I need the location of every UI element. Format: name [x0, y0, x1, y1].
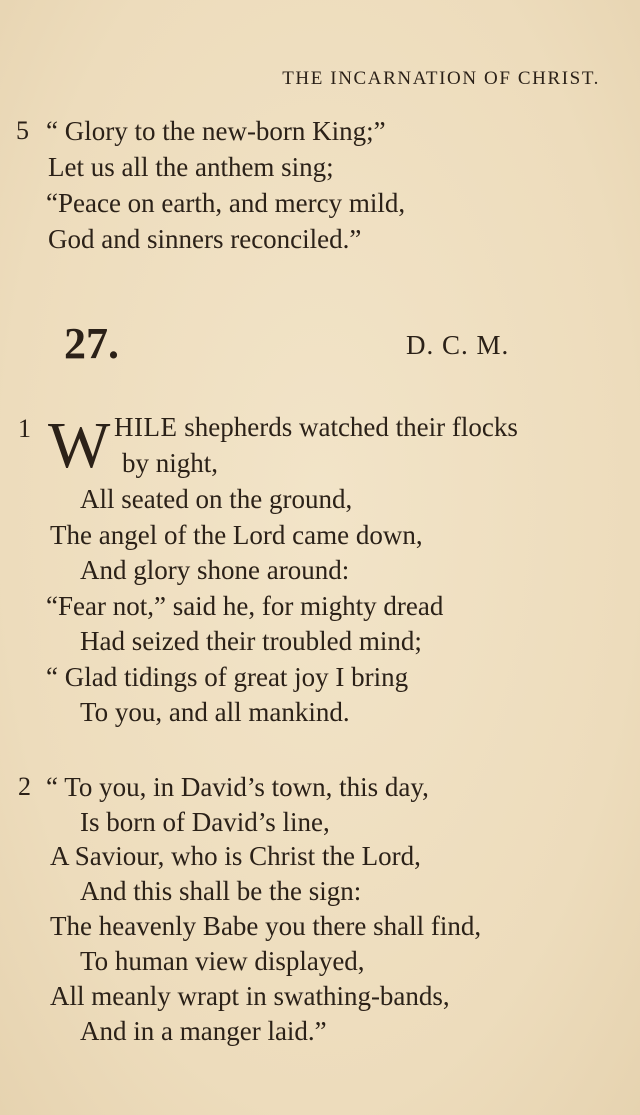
hymn-line: “Peace on earth, and mercy mild, [46, 188, 406, 218]
hymn-line: All seated on the ground, [80, 484, 353, 514]
hymn-line: “ Glory to the new-born King;” [46, 116, 386, 146]
hymn-line: The heavenly Babe you there shall find, [50, 911, 482, 941]
hymn-line: Let us all the anthem sing; [48, 152, 334, 182]
hymn-line: Had seized their troubled mind; [80, 626, 422, 656]
running-head: THE INCARNATION OF CHRIST. [282, 68, 600, 89]
verse-number: 2 [18, 772, 31, 801]
hymn-line: “ To you, in David’s town, this day, [46, 772, 429, 802]
hymn-line: And this shall be the sign: [80, 876, 362, 906]
hymn-line: “Fear not,” said he, for mighty dread [46, 591, 444, 621]
hymn-line: A Saviour, who is Christ the Lord, [50, 841, 421, 871]
hymn-line [114, 414, 518, 441]
hymn-line: by night, [122, 448, 219, 478]
hymn-line: God and sinners reconciled.” [48, 224, 362, 254]
hymn-number: 27. [64, 319, 119, 368]
verse-number: 5 [16, 116, 29, 145]
hymn-line: And glory shone around: [80, 555, 350, 585]
verse-number: 1 [18, 414, 31, 443]
drop-cap-continuation: HILE [114, 412, 178, 442]
hymn-line: The angel of the Lord came down, [50, 520, 423, 550]
first-line-tail: shepherds watched their flocks [177, 412, 518, 442]
hymn-line: To you, and all mankind. [80, 697, 350, 727]
hymn-line: All meanly wrapt in swathing-bands, [50, 981, 450, 1011]
drop-cap: W [48, 409, 111, 482]
hymn-line: And in a manger laid.” [80, 1016, 327, 1046]
hymn-meter: D. C. M. [406, 330, 510, 360]
hymn-line: To human view displayed, [80, 946, 365, 976]
hymn-line: “ Glad tidings of great joy I bring [46, 662, 409, 692]
hymn-line: Is born of David’s line, [80, 807, 330, 837]
